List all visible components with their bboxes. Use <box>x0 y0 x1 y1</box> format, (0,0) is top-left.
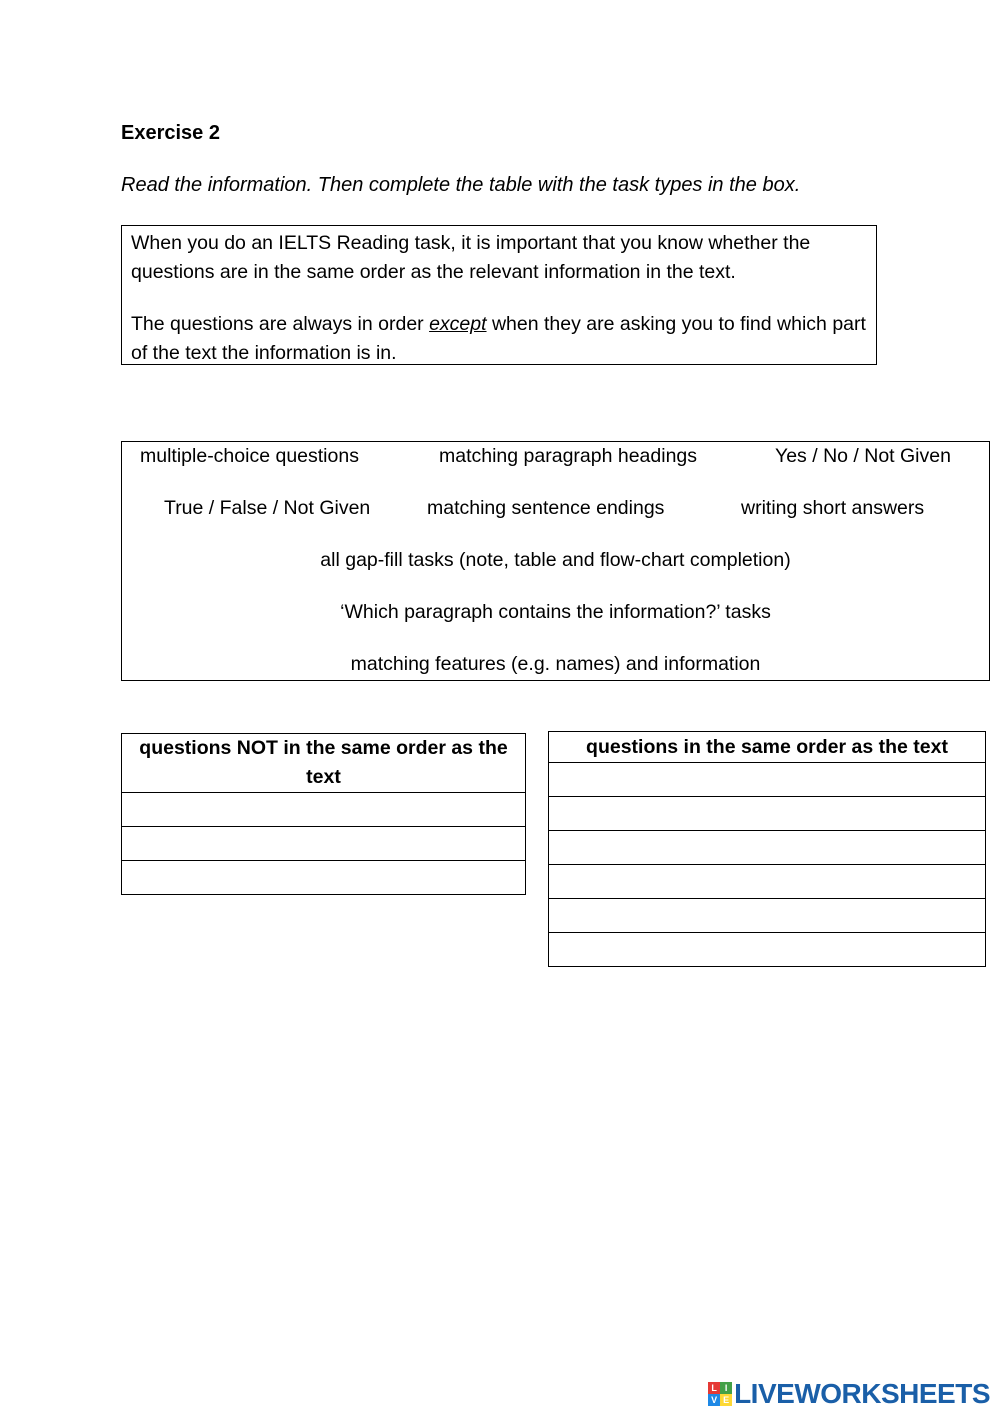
task-short-answers[interactable]: writing short answers <box>741 497 925 519</box>
task-which-paragraph[interactable]: ‘Which paragraph contains the information?’ tasks <box>340 601 771 623</box>
info-paragraph-2-end: when they are asking you to find which part of the text the information is in. <box>131 313 866 364</box>
info-paragraph-1: When you do an IELTS Reading task, it is important that you know whether the questions are in the same order as the relevant information in the text. <box>131 232 811 283</box>
info-paragraph-2 <box>131 310 876 368</box>
logo-text: LIVEWORKSHEETS <box>734 1378 990 1409</box>
drop-cell-not-same-1[interactable] <box>122 793 526 827</box>
task-gap-fill[interactable]: all gap-fill tasks (note, table and flow-chart completion) <box>320 549 791 571</box>
logo-letter-e: E <box>720 1394 732 1406</box>
drop-cell-same-5[interactable] <box>549 899 986 933</box>
drop-cell-not-same-3[interactable] <box>122 861 526 895</box>
info-paragraph-2-start: The questions are always in order <box>131 313 430 335</box>
logo-letter-i: I <box>720 1382 732 1394</box>
task-matching-sentence-endings[interactable]: matching sentence endings <box>427 497 665 519</box>
logo-mark-icon <box>708 1382 732 1406</box>
drop-cell-not-same-2[interactable] <box>122 827 526 861</box>
table-same-order-header: questions in the same order as the text <box>549 732 986 763</box>
task-matching-features[interactable]: matching features (e.g. names) and information <box>350 653 761 675</box>
logo-letter-l: L <box>708 1382 720 1394</box>
liveworksheets-logo[interactable] <box>708 1378 990 1410</box>
task-multiple-choice[interactable]: multiple-choice questions <box>140 445 359 467</box>
task-matching-headings[interactable]: matching paragraph headings <box>439 445 698 467</box>
info-keyword-except: except <box>429 313 487 335</box>
drop-cell-same-1[interactable] <box>549 763 986 797</box>
logo-letter-v: V <box>708 1394 720 1406</box>
info-box <box>121 225 877 365</box>
exercise-title: Exercise 2 <box>121 122 220 144</box>
drop-cell-same-4[interactable] <box>549 865 986 899</box>
table-not-same-order <box>121 733 526 895</box>
exercise-instruction: Read the information. Then complete the table with the task types in the box. <box>121 174 801 196</box>
task-type-box <box>121 441 990 681</box>
task-yes-no-not-given[interactable]: Yes / No / Not Given <box>775 445 951 467</box>
drop-cell-same-3[interactable] <box>549 831 986 865</box>
drop-cell-same-2[interactable] <box>549 797 986 831</box>
table-not-same-order-header: questions NOT in the same order as the text <box>122 734 526 793</box>
table-same-order <box>548 731 986 967</box>
task-true-false-not-given[interactable]: True / False / Not Given <box>164 497 371 519</box>
drop-cell-same-6[interactable] <box>549 933 986 967</box>
